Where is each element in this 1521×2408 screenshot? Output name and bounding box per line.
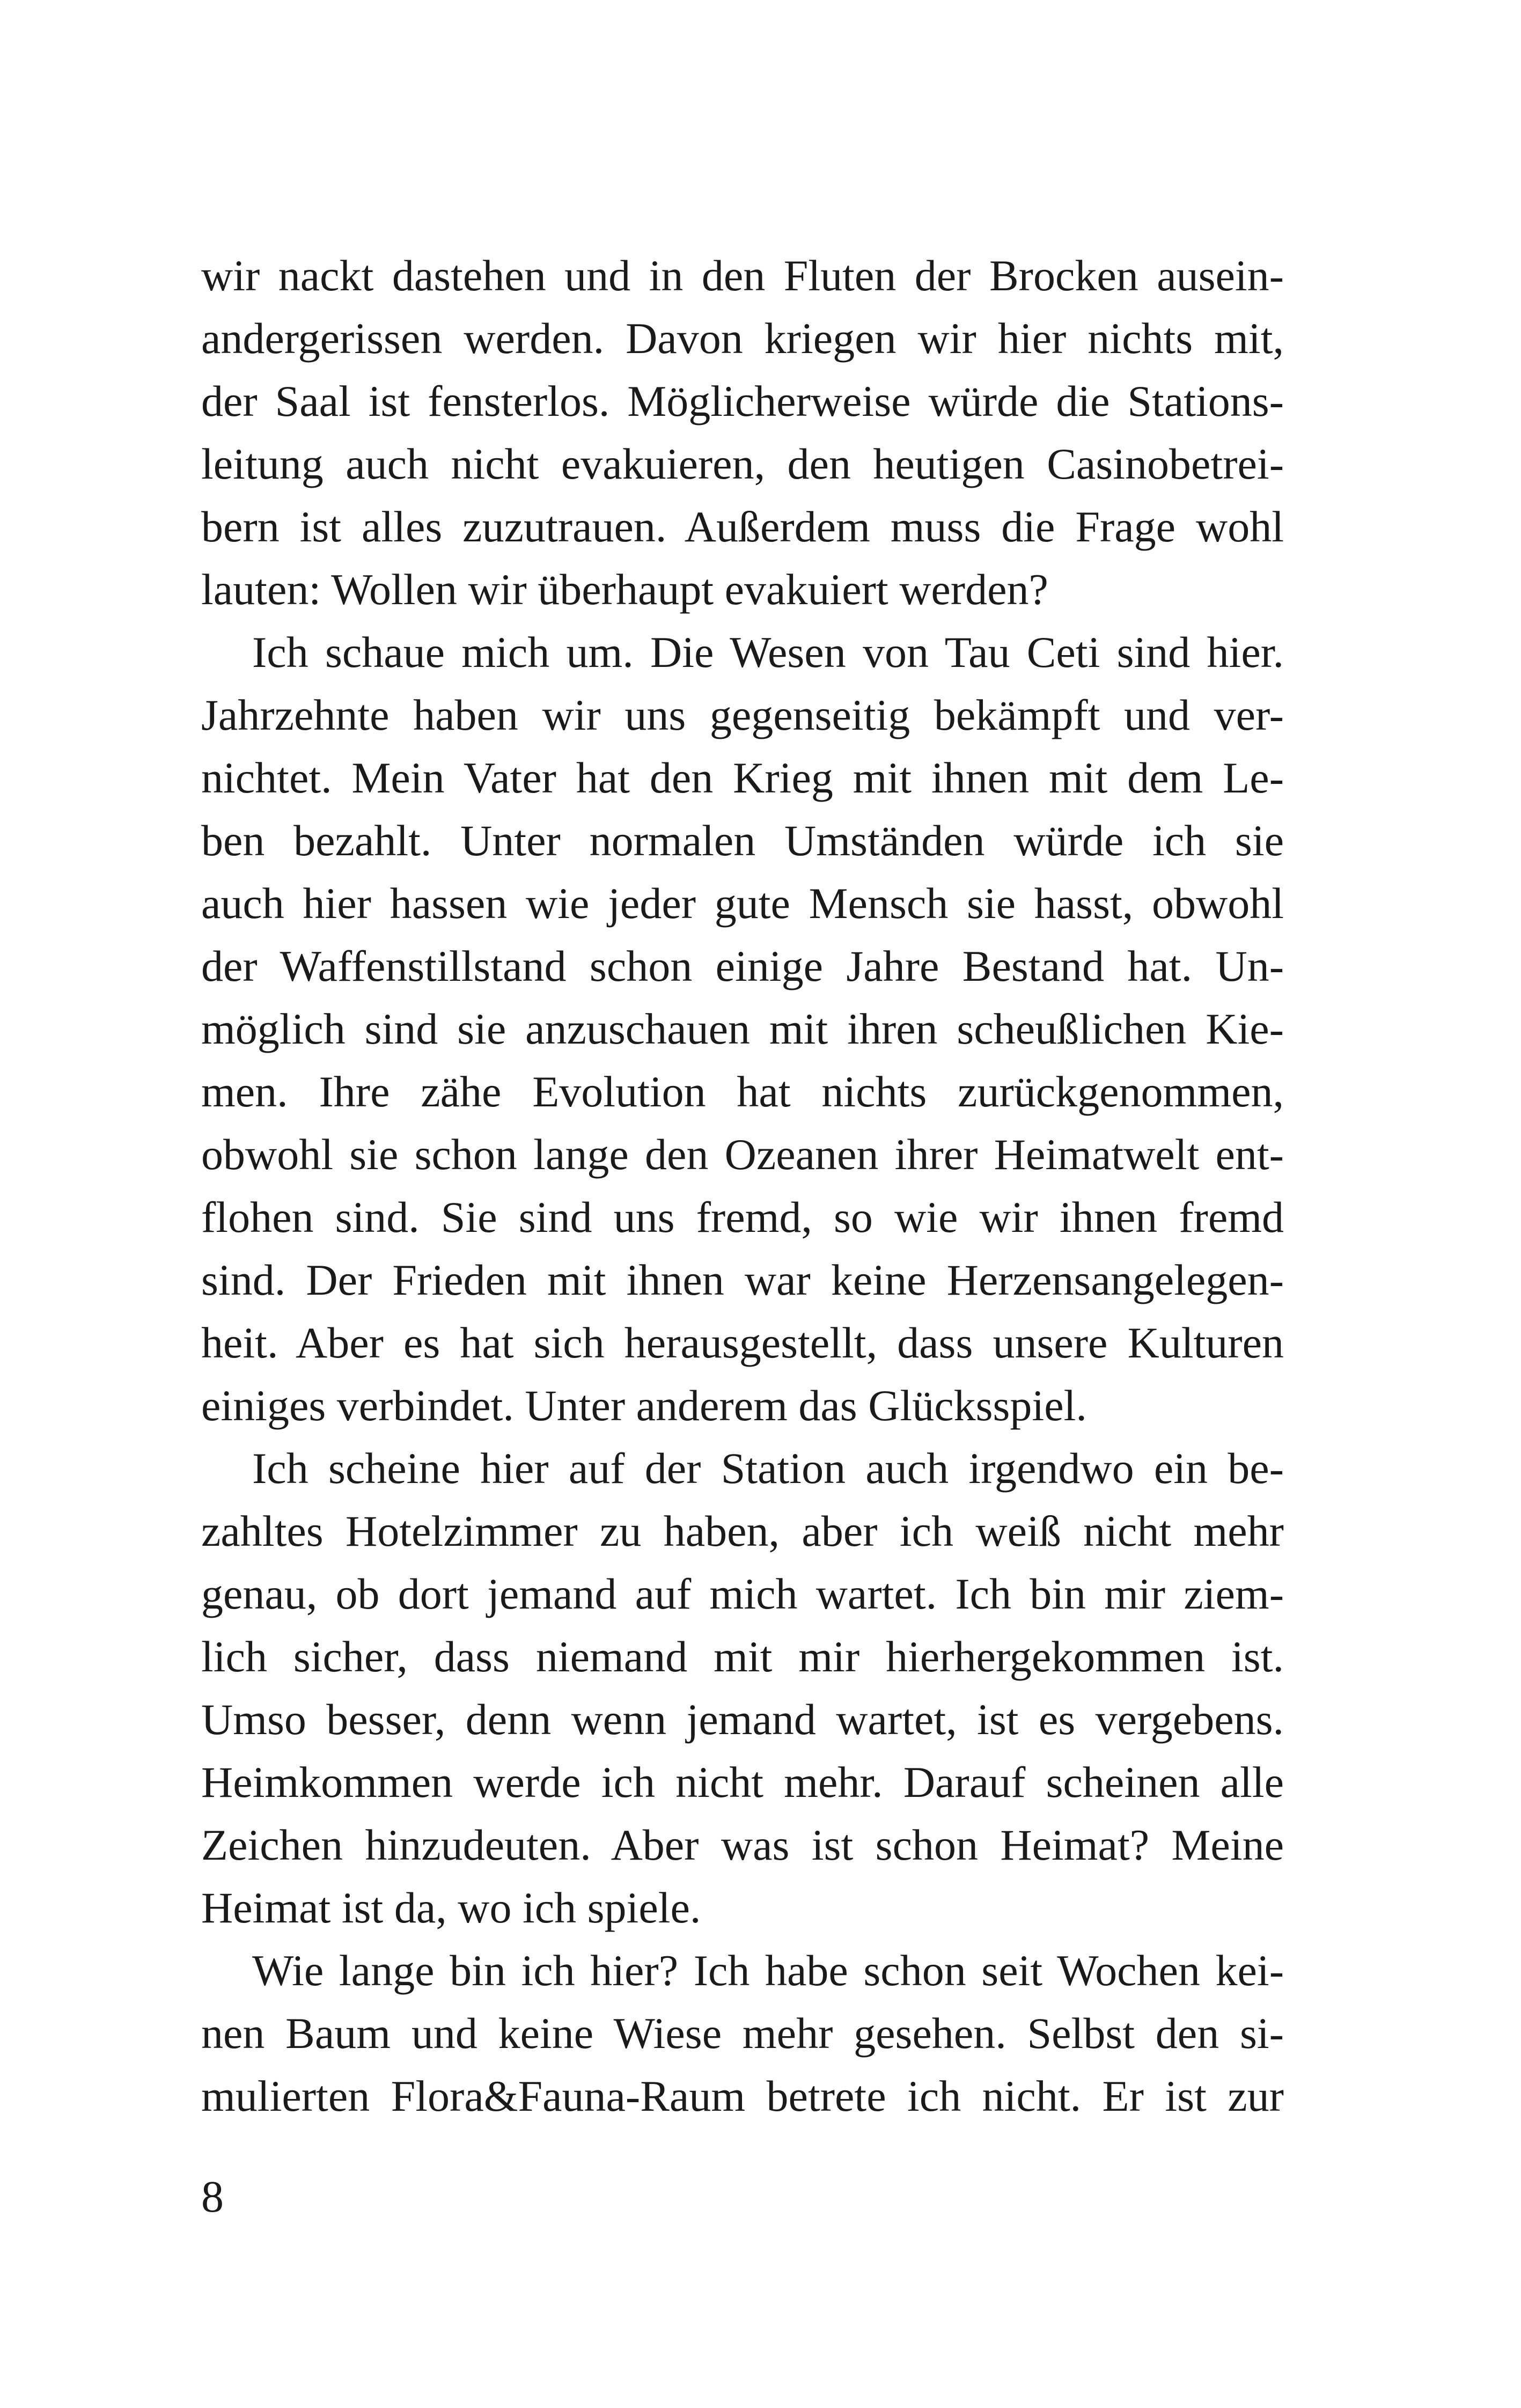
text-line: auch hier hassen wie jeder gute Mensch sie hasst, obwohl [201,879,1284,928]
text-line: nichtet. Mein Vater hat den Krieg mit ihnen mit dem Le- [201,753,1284,802]
body-text [201,244,1284,2127]
text-line: bern ist alles zuzutrauen. Außerdem muss die Frage wohl [201,502,1284,551]
text-line: obwohl sie schon lange den Ozeanen ihrer Heimatwelt ent- [201,1130,1284,1179]
text-line: lauten: Wollen wir überhaupt evakuiert werden? [201,565,1048,614]
text-line: leitung auch nicht evakuieren, den heutigen Casinobetrei- [201,439,1284,488]
text-line: Heimkommen werde ich nicht mehr. Darauf scheinen alle [201,1758,1284,1807]
text-line: flohen sind. Sie sind uns fremd, so wie wir ihnen fremd [201,1193,1284,1242]
text-line: Ich schaue mich um. Die Wesen von Tau Ceti sind hier. [252,628,1284,677]
text-line: Heimat ist da, wo ich spiele. [201,1883,701,1932]
text-line: der Waffenstillstand schon einige Jahre Bestand hat. Un- [201,942,1284,990]
text-line: genau, ob dort jemand auf mich wartet. Ich bin mir ziem- [201,1569,1284,1618]
text-line: Zeichen hinzudeuten. Aber was ist schon Heimat? Meine [201,1820,1284,1869]
text-line: Wie lange bin ich hier? Ich habe schon seit Wochen kei- [252,1946,1284,1995]
text-line: zahltes Hotelzimmer zu haben, aber ich weiß nicht mehr [201,1507,1284,1555]
text-line: wir nackt dastehen und in den Fluten der Brocken ausein- [201,251,1284,300]
text-line: men. Ihre zähe Evolution hat nichts zurückgenommen, [201,1067,1284,1116]
text-line: heit. Aber es hat sich herausgestellt, dass unsere Kulturen [201,1318,1284,1367]
text-line: möglich sind sie anzuschauen mit ihren scheußlichen Kie- [201,1004,1284,1053]
page-number: 8 [201,2172,224,2222]
text-line: lich sicher, dass niemand mit mir hierhergekommen ist. [201,1632,1284,1681]
text-line: Ich scheine hier auf der Station auch irgendwo ein be- [252,1444,1284,1493]
text-line: der Saal ist fensterlos. Möglicherweise würde die Stations- [201,377,1284,425]
text-line: einiges verbindet. Unter anderem das Glücksspiel. [201,1381,1087,1430]
text-line: nen Baum und keine Wiese mehr gesehen. Selbst den si- [201,2009,1284,2058]
text-line: mulierten Flora&Fauna-Raum betrete ich nicht. Er ist zur [201,2072,1284,2120]
text-line: Jahrzehnte haben wir uns gegenseitig bekämpft und ver- [201,691,1284,739]
text-line: sind. Der Frieden mit ihnen war keine Herzensangelegen- [201,1256,1284,1304]
text-line: andergerissen werden. Davon kriegen wir hier nichts mit, [201,314,1284,363]
text-line: Umso besser, denn wenn jemand wartet, ist es vergebens. [201,1695,1284,1744]
text-line: ben bezahlt. Unter normalen Umständen würde ich sie [201,816,1284,865]
